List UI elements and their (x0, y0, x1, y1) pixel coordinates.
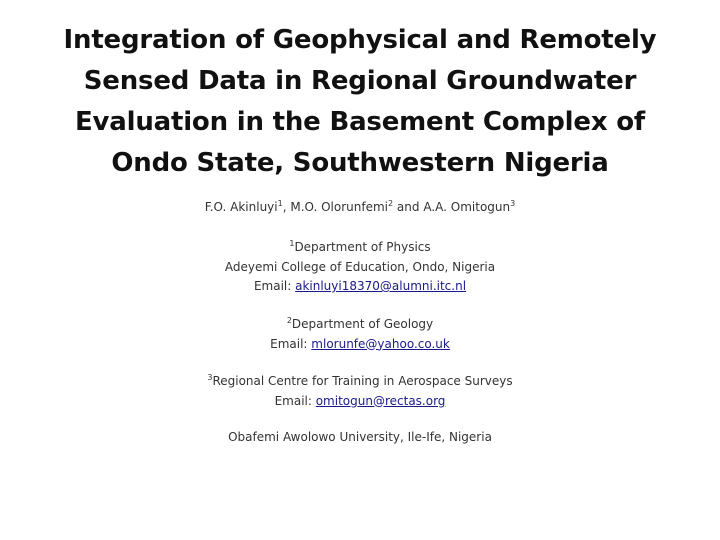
title-line: Sensed Data in Regional Groundwater (83, 66, 637, 96)
affiliation-institution: Adeyemi College of Education, Ondo, Nigeria (224, 259, 496, 274)
author-name: A.A. Omitogun (423, 200, 511, 214)
email-label: Email: (270, 336, 312, 351)
email-label: Email: (274, 393, 316, 408)
author-superscript: 3 (510, 199, 516, 208)
department-label: Regional Centre for Training in Aerospace Surveys (212, 374, 513, 388)
author-list (60, 200, 660, 214)
author-separator: , (282, 200, 291, 214)
affiliation-superscript: 2 (286, 316, 292, 325)
affiliation-block-2 (60, 315, 660, 354)
affiliation-email (60, 335, 660, 355)
affiliation-superscript: 3 (207, 373, 213, 382)
email-link[interactable]: mlorunfe@yahoo.co.uk (311, 336, 450, 351)
affiliation-block-1 (60, 238, 660, 297)
email-link[interactable]: akinluyi18370@alumni.itc.nl (295, 279, 467, 293)
affiliation-superscript: 1 (289, 239, 295, 248)
title-line: Ondo State, Southwestern Nigeria (111, 148, 609, 178)
author-name: F.O. Akinluyi (204, 200, 278, 214)
university-line: Obafemi Awolowo University, Ile-Ife, Nigeria (228, 430, 492, 444)
email-link[interactable]: omitogun@rectas.org (315, 393, 446, 408)
email-label: Email: (253, 279, 296, 293)
author-superscript: 1 (277, 199, 283, 208)
title-line: Evaluation in the Basement Complex of (74, 107, 646, 137)
affiliation-email (60, 277, 660, 297)
author-name: M.O. Olorunfemi (290, 200, 389, 214)
department-label: Department of Geology (291, 317, 434, 331)
title-line: Integration of Geophysical and Remotely (63, 25, 657, 55)
affiliation-department (60, 372, 660, 392)
affiliation-department (60, 315, 660, 335)
affiliation-department (60, 238, 660, 258)
author-separator: and (393, 200, 424, 214)
affiliation-block-3 (60, 372, 660, 411)
author-superscript: 2 (388, 199, 394, 208)
department-label: Department of Physics (294, 240, 431, 254)
affiliation-email (60, 392, 660, 412)
slide-title (40, 20, 680, 184)
